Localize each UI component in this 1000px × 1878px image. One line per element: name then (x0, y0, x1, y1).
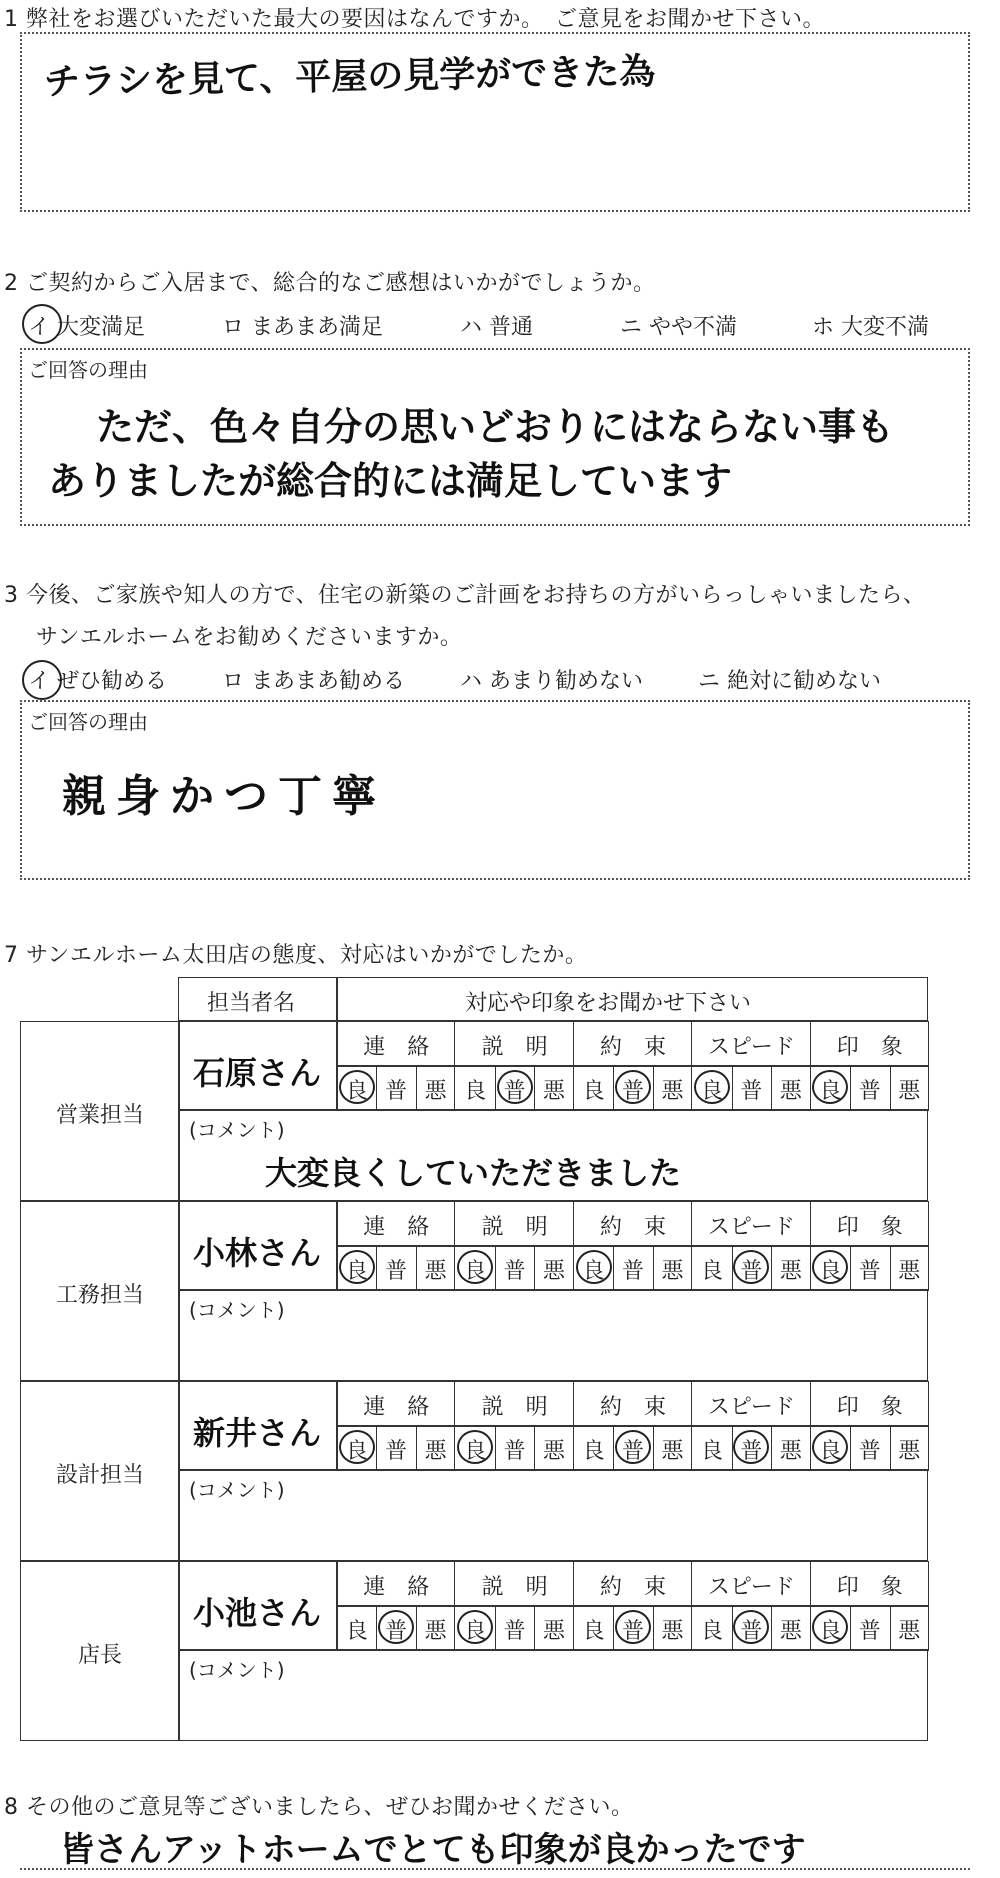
category-label: 連 絡 (363, 1395, 430, 1420)
rating-cell[interactable] (573, 1605, 692, 1651)
category-label: 印 象 (836, 1035, 903, 1060)
rating-option[interactable]: 普 (385, 1259, 408, 1284)
rating-option[interactable]: 良 (464, 1619, 487, 1644)
category-header-cell (336, 1381, 455, 1427)
comment-label: (コメント) (189, 1658, 285, 1682)
rating-cell[interactable] (691, 1065, 810, 1111)
rating-option[interactable]: 悪 (543, 1079, 566, 1104)
category-header-cell (810, 1561, 929, 1607)
category-header-cell (454, 1561, 573, 1607)
header-person: 担当者名 (207, 991, 296, 1016)
selected-rating-circle (615, 1070, 651, 1104)
q3-question-line-2: サンエルホームをお勧めくださいますか。 (36, 625, 463, 650)
selected-rating-circle (694, 1070, 730, 1104)
rating-divider (653, 1246, 654, 1290)
selected-rating-circle (576, 1250, 612, 1284)
rating-divider (495, 1426, 496, 1470)
rating-divider (495, 1066, 496, 1110)
person-name-cell (178, 1381, 338, 1471)
rating-option[interactable]: 良 (345, 1259, 368, 1284)
category-header-cell (336, 1201, 455, 1247)
rating-divider (732, 1066, 733, 1110)
rating-option[interactable]: 良 (819, 1619, 842, 1644)
rating-cell[interactable] (454, 1425, 573, 1471)
selected-rating-circle (339, 1070, 375, 1104)
rating-option[interactable]: 悪 (779, 1619, 802, 1644)
rating-option[interactable]: 普 (858, 1079, 881, 1104)
category-label: 説 明 (481, 1215, 548, 1240)
rating-option[interactable]: 良 (700, 1259, 723, 1284)
comment-text: 大変良くしていただきました (265, 1154, 682, 1192)
category-label: スピード (707, 1215, 795, 1240)
role-cell (20, 1021, 180, 1201)
rating-cell[interactable] (810, 1245, 929, 1291)
rating-divider (890, 1066, 891, 1110)
rating-option[interactable]: 普 (503, 1079, 526, 1104)
rating-cell[interactable] (691, 1245, 810, 1291)
category-header-cell (573, 1381, 692, 1427)
category-header-cell (810, 1021, 929, 1067)
role-cell (20, 1381, 180, 1561)
q2-option-3[interactable]: ハ 普通 (460, 315, 533, 340)
q2-option-4[interactable]: ニ やや不満 (620, 315, 737, 340)
rating-cell[interactable] (454, 1065, 573, 1111)
rating-option[interactable]: 普 (621, 1619, 644, 1644)
rating-option[interactable]: 悪 (424, 1079, 447, 1104)
rating-cell[interactable] (810, 1065, 929, 1111)
selected-rating-circle (615, 1610, 651, 1644)
comment-cell[interactable] (178, 1649, 928, 1741)
category-header-cell (691, 1561, 810, 1607)
category-header-cell (691, 1381, 810, 1427)
rating-option[interactable]: 悪 (661, 1079, 684, 1104)
rating-option[interactable]: 良 (464, 1439, 487, 1464)
rating-option[interactable]: 良 (464, 1079, 487, 1104)
rating-option[interactable]: 普 (503, 1619, 526, 1644)
role-label: 店長 (77, 1643, 122, 1668)
role-cell (20, 1561, 180, 1741)
person-name: 新井さん (193, 1414, 322, 1452)
rating-divider (495, 1246, 496, 1290)
rating-cell[interactable] (454, 1245, 573, 1291)
rating-option[interactable]: 悪 (779, 1439, 802, 1464)
q2-option-1[interactable]: イ 大変満足 (28, 315, 145, 340)
rating-cell[interactable] (454, 1605, 573, 1651)
rating-option[interactable]: 普 (385, 1439, 408, 1464)
rating-option[interactable]: 悪 (543, 1259, 566, 1284)
rating-option[interactable]: 良 (345, 1079, 368, 1104)
rating-cell[interactable] (573, 1425, 692, 1471)
category-header-cell (810, 1381, 929, 1427)
rating-option[interactable]: 普 (740, 1259, 763, 1284)
rating-option[interactable]: 良 (345, 1439, 368, 1464)
rating-divider (376, 1426, 377, 1470)
q3-option-2[interactable]: ロ まあまあ勧める (222, 669, 405, 694)
q3-reason-box[interactable] (20, 700, 970, 880)
rating-divider (416, 1426, 417, 1470)
category-header-cell (691, 1201, 810, 1247)
rating-option[interactable]: 良 (819, 1439, 842, 1464)
category-label: 説 明 (481, 1395, 548, 1420)
rating-divider (416, 1066, 417, 1110)
category-header-cell (454, 1381, 573, 1427)
rating-option[interactable]: 普 (621, 1259, 644, 1284)
rating-divider (534, 1246, 535, 1290)
selected-rating-circle (457, 1430, 493, 1464)
q3-handwritten-answer: 親身かつ丁寧 (62, 771, 386, 822)
q2-reason-label: ご回答の理由 (28, 358, 148, 382)
header-impression-cell (336, 977, 928, 1021)
rating-option[interactable]: 普 (385, 1079, 408, 1104)
rating-option[interactable]: 良 (700, 1079, 723, 1104)
q8-handwritten-answer: 皆さんアットホームでとても印象が良かったです (60, 1830, 806, 1870)
category-label: 約 束 (599, 1035, 666, 1060)
q8-question: 8 その他のご意見等ございましたら、ぜひお聞かせください。 (4, 1795, 634, 1820)
category-header-cell (336, 1561, 455, 1607)
selected-rating-circle (615, 1430, 651, 1464)
category-header-cell (336, 1021, 455, 1067)
category-header-cell (810, 1201, 929, 1247)
rating-option[interactable]: 普 (740, 1439, 763, 1464)
rating-option[interactable]: 悪 (779, 1259, 802, 1284)
rating-divider (771, 1246, 772, 1290)
rating-option[interactable]: 悪 (661, 1619, 684, 1644)
rating-divider (534, 1066, 535, 1110)
q2-question: 2 ご契約からご入居まで、総合的なご感想はいかがでしょうか。 (4, 271, 656, 296)
selected-rating-circle (378, 1610, 414, 1644)
category-label: 印 象 (836, 1395, 903, 1420)
category-label: 約 束 (599, 1215, 666, 1240)
category-label: 連 絡 (363, 1035, 430, 1060)
rating-divider (376, 1066, 377, 1110)
rating-option[interactable]: 普 (740, 1079, 763, 1104)
rating-cell[interactable] (573, 1245, 692, 1291)
category-label: 説 明 (481, 1035, 548, 1060)
rating-option[interactable]: 悪 (424, 1259, 447, 1284)
rating-option[interactable]: 良 (582, 1259, 605, 1284)
rating-divider (850, 1066, 851, 1110)
rating-option[interactable]: 良 (582, 1439, 605, 1464)
q3-reason-label: ご回答の理由 (28, 710, 148, 734)
q7-question: 7 サンエルホーム太田店の態度、対応はいかがでしたか。 (4, 943, 588, 968)
rating-divider (771, 1066, 772, 1110)
category-header-cell (454, 1021, 573, 1067)
comment-label: (コメント) (189, 1298, 285, 1322)
rating-divider (653, 1606, 654, 1650)
comment-cell[interactable] (178, 1469, 928, 1561)
rating-divider (771, 1606, 772, 1650)
rating-divider (653, 1066, 654, 1110)
q2-option-5[interactable]: ホ 大変不満 (812, 315, 929, 340)
category-label: 連 絡 (363, 1215, 430, 1240)
category-label: スピード (707, 1035, 795, 1060)
rating-option[interactable]: 普 (385, 1619, 408, 1644)
rating-cell[interactable] (691, 1605, 810, 1651)
comment-label: (コメント) (189, 1478, 285, 1502)
comment-cell[interactable] (178, 1289, 928, 1381)
rating-divider (890, 1246, 891, 1290)
comment-cell[interactable] (178, 1109, 928, 1201)
rating-option[interactable]: 良 (464, 1259, 487, 1284)
rating-option[interactable]: 普 (858, 1259, 881, 1284)
rating-divider (416, 1246, 417, 1290)
rating-option[interactable]: 良 (819, 1259, 842, 1284)
rating-option[interactable]: 良 (819, 1079, 842, 1104)
category-header-cell (573, 1021, 692, 1067)
q8-answer-line (20, 1868, 970, 1870)
category-header-cell (454, 1201, 573, 1247)
person-name-cell (178, 1561, 338, 1651)
rating-divider (534, 1426, 535, 1470)
comment-label: (コメント) (189, 1118, 285, 1142)
q2-option-2[interactable]: ロ まあまあ満足 (222, 315, 383, 340)
category-label: 説 明 (481, 1575, 548, 1600)
person-name-cell (178, 1201, 338, 1291)
rating-divider (771, 1426, 772, 1470)
rating-option[interactable]: 普 (740, 1619, 763, 1644)
q3-option-3[interactable]: ハ あまり勧めない (460, 669, 643, 694)
rating-option[interactable]: 悪 (779, 1079, 802, 1104)
rating-divider (613, 1246, 614, 1290)
q2-answer-line-2: ありましたが総合的には満足しています (48, 458, 733, 503)
rating-cell[interactable] (336, 1245, 455, 1291)
rating-option[interactable]: 普 (503, 1259, 526, 1284)
category-label: スピード (707, 1395, 795, 1420)
q1-question: 1 弊社をお選びいただいた最大の要因はなんですか。 ご意見をお聞かせ下さい。 (4, 7, 825, 32)
selected-rating-circle (457, 1250, 493, 1284)
rating-option[interactable]: 普 (621, 1439, 644, 1464)
q1-answer-box[interactable] (20, 32, 970, 212)
header-impression: 対応や印象をお聞かせ下さい (465, 991, 752, 1016)
header-person-cell (178, 977, 338, 1021)
rating-cell[interactable] (810, 1605, 929, 1651)
rating-option[interactable]: 悪 (661, 1439, 684, 1464)
q2-selected-circle (22, 304, 62, 344)
person-name: 石原さん (193, 1054, 322, 1092)
category-label: 印 象 (836, 1215, 903, 1240)
selected-rating-circle (339, 1250, 375, 1284)
person-name: 小池さん (193, 1594, 322, 1632)
rating-divider (890, 1606, 891, 1650)
rating-divider (890, 1426, 891, 1470)
selected-rating-circle (339, 1430, 375, 1464)
q1-handwritten-answer: チラシを見て、平屋の見学ができた為 (43, 50, 656, 103)
category-label: スピード (707, 1575, 795, 1600)
rating-option[interactable]: 悪 (898, 1619, 921, 1644)
rating-cell[interactable] (336, 1065, 455, 1111)
rating-option[interactable]: 普 (858, 1619, 881, 1644)
category-label: 約 束 (599, 1575, 666, 1600)
category-header-cell (691, 1021, 810, 1067)
rating-option[interactable]: 悪 (543, 1619, 566, 1644)
rating-divider (653, 1426, 654, 1470)
category-header-cell (573, 1561, 692, 1607)
rating-cell[interactable] (336, 1425, 455, 1471)
q3-selected-circle (22, 660, 62, 700)
category-label: 印 象 (836, 1575, 903, 1600)
role-label: 工務担当 (55, 1283, 144, 1308)
rating-option[interactable]: 普 (503, 1439, 526, 1464)
role-cell (20, 1201, 180, 1381)
person-name-cell (178, 1021, 338, 1111)
rating-option[interactable]: 普 (858, 1439, 881, 1464)
q2-reason-box[interactable] (20, 348, 970, 526)
rating-divider (850, 1606, 851, 1650)
rating-divider (376, 1246, 377, 1290)
rating-divider (850, 1426, 851, 1470)
q7-evaluation-table (20, 977, 928, 1742)
rating-option[interactable]: 悪 (898, 1439, 921, 1464)
role-label: 営業担当 (55, 1103, 144, 1128)
q2-answer-line-1: ただ、色々自分の思いどおりにはならない事も (96, 404, 895, 449)
selected-rating-circle (457, 1610, 493, 1644)
selected-rating-circle (497, 1070, 533, 1104)
rating-option[interactable]: 悪 (543, 1439, 566, 1464)
rating-cell[interactable] (691, 1425, 810, 1471)
rating-cell[interactable] (336, 1605, 455, 1651)
rating-option[interactable]: 悪 (898, 1079, 921, 1104)
rating-cell[interactable] (573, 1065, 692, 1111)
q3-option-4[interactable]: ニ 絶対に勧めない (698, 669, 881, 694)
q3-option-1[interactable]: イ ぜひ勧める (28, 669, 167, 694)
rating-divider (416, 1606, 417, 1650)
rating-option[interactable]: 普 (621, 1079, 644, 1104)
rating-option[interactable]: 良 (700, 1619, 723, 1644)
rating-divider (534, 1606, 535, 1650)
rating-option[interactable]: 良 (582, 1619, 605, 1644)
category-label: 連 絡 (363, 1575, 430, 1600)
rating-option[interactable]: 悪 (424, 1439, 447, 1464)
rating-option[interactable]: 悪 (661, 1259, 684, 1284)
rating-option[interactable]: 良 (582, 1079, 605, 1104)
rating-option[interactable]: 良 (700, 1439, 723, 1464)
role-label: 設計担当 (55, 1463, 144, 1488)
rating-option[interactable]: 悪 (898, 1259, 921, 1284)
category-label: 約 束 (599, 1395, 666, 1420)
rating-option[interactable]: 悪 (424, 1619, 447, 1644)
rating-divider (850, 1246, 851, 1290)
rating-cell[interactable] (810, 1425, 929, 1471)
person-name: 小林さん (193, 1234, 322, 1272)
q3-question-line-1: 3 今後、ご家族や知人の方で、住宅の新築のご計画をお持ちの方がいらっしゃいましたら、 (4, 583, 926, 608)
rating-divider (495, 1606, 496, 1650)
category-header-cell (573, 1201, 692, 1247)
rating-option[interactable]: 良 (345, 1619, 368, 1644)
